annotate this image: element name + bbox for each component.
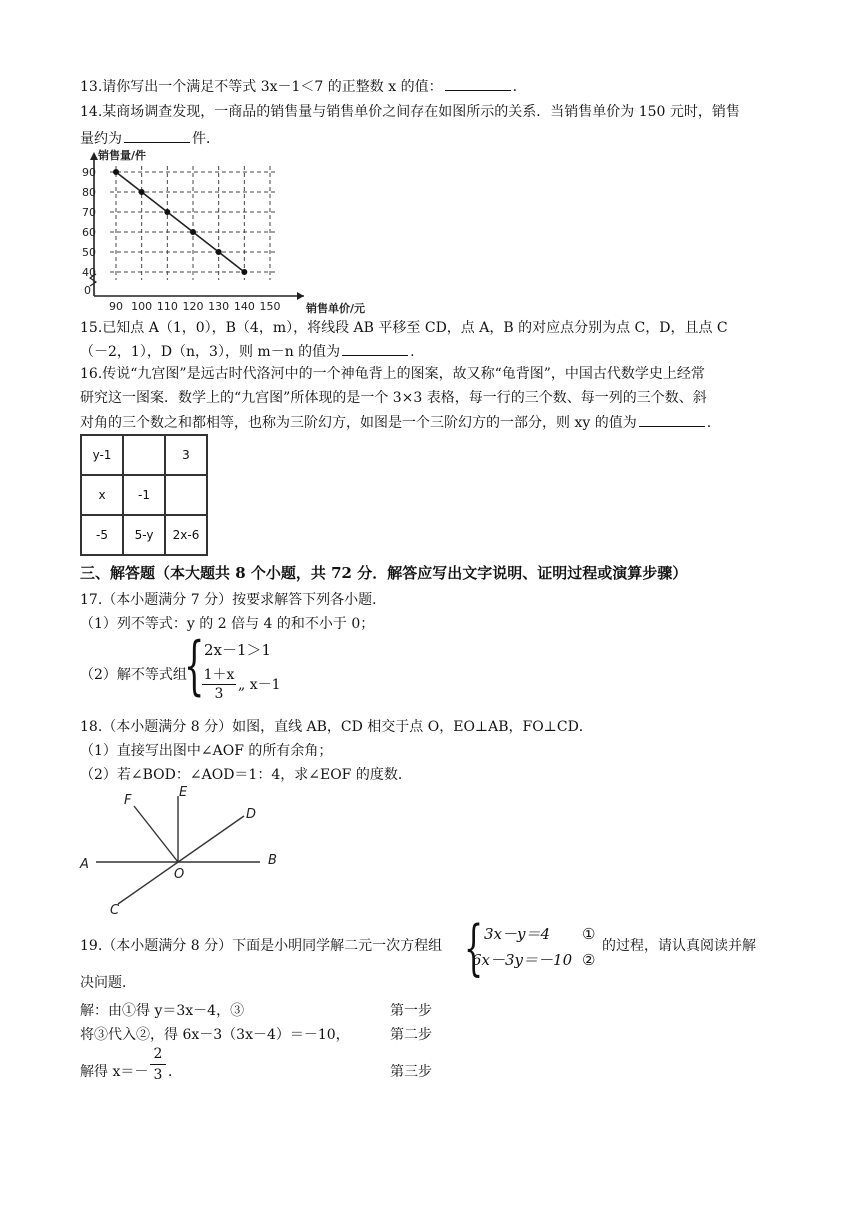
- q19-eq2-mark: ②: [582, 951, 596, 969]
- q19-line2: 决问题．: [80, 975, 136, 991]
- q19-step3-start: 解得 x＝－: [80, 1064, 149, 1080]
- q14-line2-end: 件．: [192, 131, 220, 147]
- q16-answer-blank[interactable]: [639, 412, 705, 427]
- q19-step3-end: ．: [168, 1064, 182, 1080]
- q13-answer-blank[interactable]: [445, 76, 511, 91]
- q14-line1: 14.某商场调查发现，一商品的销售量与销售单价之间存在如图所示的关系．当销售单价为 150 元时，销售: [80, 104, 740, 120]
- label-o: O: [174, 867, 185, 882]
- q15-answer-blank[interactable]: [342, 341, 408, 356]
- y-axis-arrow: [90, 152, 98, 160]
- label-e: E: [179, 785, 188, 800]
- q19-step2: 将③代入②，得 6x－3（3x－4）＝－10，: [80, 1027, 350, 1043]
- q16-line3-text: 对角的三个数之和都相等，也称为三阶幻方，如图是一个三阶幻方的一部分，则 xy 的值为: [80, 415, 637, 431]
- q19-frac-num: 2: [150, 1044, 166, 1065]
- q17-ineq2-rest: „ x－1: [238, 677, 281, 693]
- q17-fraction: [202, 666, 236, 703]
- origin-label: 0: [84, 284, 91, 297]
- magic-cell: -1: [123, 475, 165, 515]
- q17-title: 17.（本小题满分 7 分）按要求解答下列各小题．: [80, 592, 387, 608]
- magic-cell: 2x-6: [165, 515, 207, 555]
- magic-cell: 3: [165, 435, 207, 475]
- q14-line2-start: 量约为: [80, 131, 122, 147]
- q16-line2: 研究这一图案．数学上的“九宫图”所体现的是一个 3×3 表格，每一行的三个数、每一列的三个数、斜: [80, 390, 707, 406]
- x-tick-label: 110: [156, 300, 178, 313]
- q19-brace: {: [464, 913, 484, 983]
- q19-eq1-mark: ①: [582, 925, 596, 943]
- data-point: [241, 269, 247, 275]
- x-tick-label: 90: [109, 300, 123, 313]
- y-tick-label: 70: [82, 206, 96, 219]
- q17-ineq1: 2x－1＞1: [204, 641, 272, 659]
- label-f: F: [124, 793, 132, 808]
- q19-eq1: 3x－y＝4: [484, 925, 551, 943]
- q19-step3-label: 第三步: [390, 1064, 432, 1080]
- q15-end: .: [410, 344, 415, 360]
- q19-frac-den: 3: [153, 1067, 163, 1083]
- data-point: [164, 209, 170, 215]
- q17-frac-den: 3: [214, 686, 224, 702]
- x-axis-arrow: [297, 292, 304, 300]
- label-a: A: [80, 857, 89, 872]
- y-tick-label: 80: [82, 186, 96, 199]
- q15-line1: 15.已知点 A（1，0），B（4，m），将线段 AB 平移至 CD，点 A，B 的对应点分别为点 C，D，且点 C: [80, 320, 728, 336]
- y-tick-label: 40: [82, 266, 96, 279]
- x-tick-label: 130: [208, 300, 230, 313]
- q19-eq2: 6x－3y＝－10: [472, 951, 573, 969]
- q15-line2-text: （－2，1），D（n，3），则 m－n 的值为: [80, 344, 341, 360]
- q18-figure: [74, 784, 294, 920]
- q16-line3: [80, 412, 711, 433]
- q13-line: [80, 76, 517, 97]
- q19-step3-fraction: [150, 1044, 166, 1085]
- q17-part2: （2）解不等式组: [80, 667, 187, 683]
- q19-title-end: 的过程，请认真阅读并解: [602, 938, 756, 954]
- magic-cell: [165, 475, 207, 515]
- q13-text: 13.请你写出一个满足不等式 3x－1＜7 的正整数 x 的值：: [80, 79, 443, 95]
- magic-cell: x: [81, 475, 123, 515]
- q17-part1: （1）列不等式：y 的 2 倍与 4 的和不小于 0；: [80, 616, 375, 632]
- q14-answer-blank[interactable]: [124, 128, 190, 143]
- q15-line2: [80, 341, 415, 362]
- q18-part2: （2）若∠BOD：∠AOD＝1：4，求∠EOF 的度数．: [80, 767, 412, 783]
- label-c: C: [110, 903, 120, 918]
- q17-brace: {: [184, 629, 205, 703]
- x-tick-label: 150: [259, 300, 281, 313]
- q16-line1: 16.传说“九宫图”是远古时代洛河中的一个神龟背上的图案，故又称“龟背图”，中国古代数学史上经常: [80, 366, 705, 382]
- q16-end: .: [706, 415, 712, 431]
- ray-of: [134, 806, 178, 862]
- x-tick-label: 140: [233, 300, 255, 313]
- label-b: B: [268, 853, 277, 868]
- magic-cell: -5: [81, 515, 123, 555]
- data-point: [216, 249, 222, 255]
- x-tick-label: 100: [131, 300, 153, 313]
- q17-frac-num: 1＋x: [203, 667, 235, 683]
- q14-line2: [80, 128, 220, 149]
- data-point: [113, 169, 119, 175]
- q19-step2-label: 第二步: [390, 1027, 432, 1043]
- label-d: D: [246, 807, 257, 822]
- series-line: [116, 172, 244, 272]
- y-axis-label: 销售量/件: [98, 149, 147, 162]
- y-tick-label: 60: [82, 226, 96, 239]
- q13-end: .: [512, 79, 518, 95]
- section-3-heading: 三、解答题（本大题共 8 个小题，共 72 分．解答应写出文字说明、证明过程或演算步骤）: [80, 564, 688, 582]
- y-tick-label: 90: [82, 166, 96, 179]
- magic-cell: y-1: [81, 435, 123, 475]
- data-point: [139, 189, 145, 195]
- magic-cell: [123, 435, 165, 475]
- line-cd: [118, 816, 244, 904]
- data-point: [190, 229, 196, 235]
- q19-title-start: 19.（本小题满分 8 分）下面是小明同学解二元一次方程组: [80, 938, 443, 954]
- y-tick-label: 50: [82, 246, 96, 259]
- sales-chart: [82, 148, 382, 314]
- q19-step1-label: 第一步: [390, 1003, 432, 1019]
- q19-step1: 解：由①得 y＝3x－4，③: [80, 1003, 245, 1019]
- x-tick-label: 120: [182, 300, 204, 313]
- magic-square: [80, 434, 208, 556]
- q18-title: 18.（本小题满分 8 分）如图，直线 AB，CD 相交于点 O，EO⊥AB，FO⊥CD．: [80, 719, 593, 735]
- x-axis-label: 销售单价/元: [306, 302, 366, 314]
- q18-part1: （1）直接写出图中∠AOF 的所有余角；: [80, 743, 333, 759]
- magic-cell: 5-y: [123, 515, 165, 555]
